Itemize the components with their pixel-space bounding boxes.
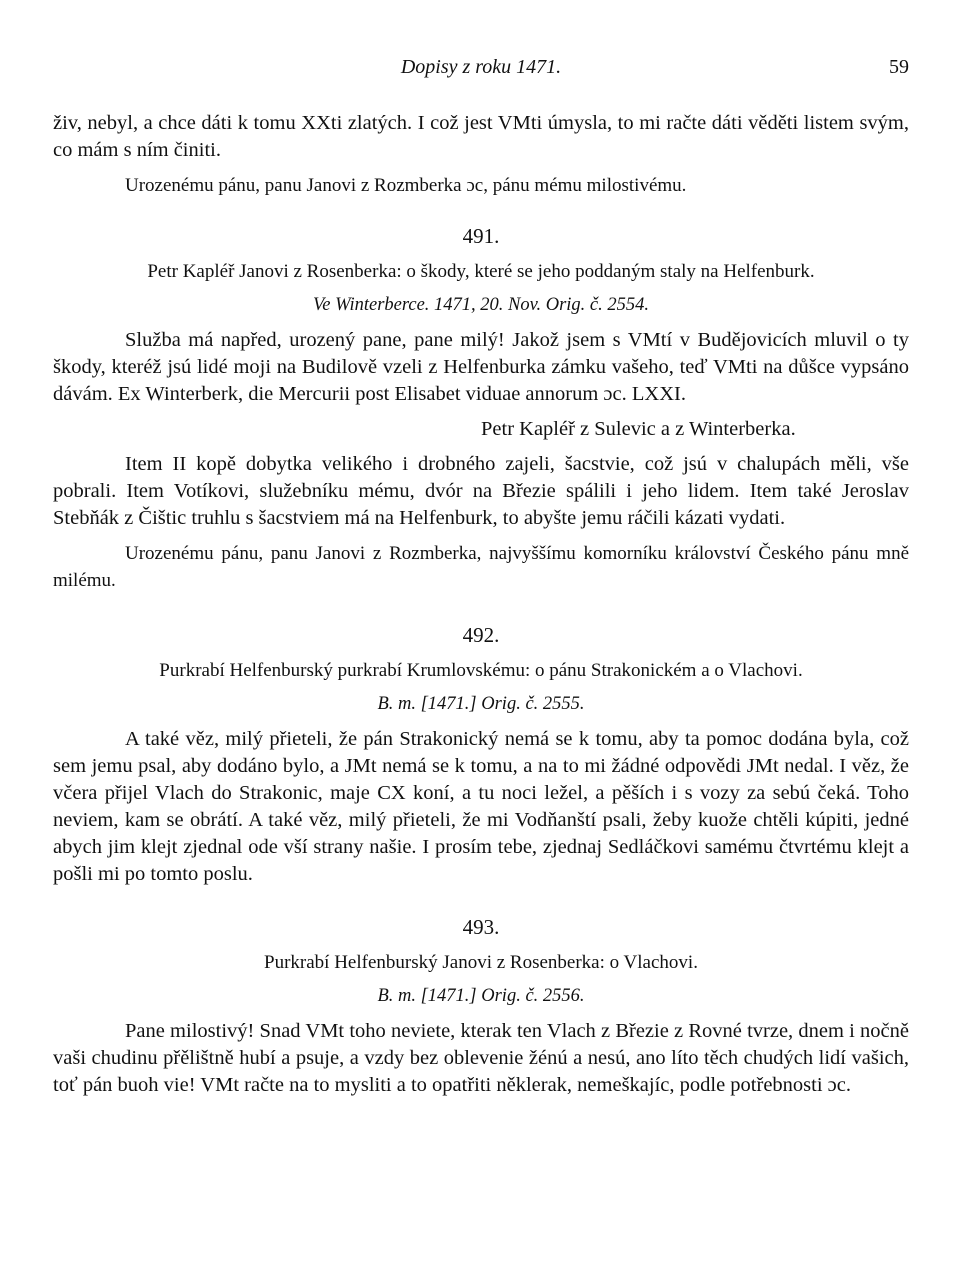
letter-address: Urozenému pánu, panu Janovi z Rozmberka, najvyššímu komorníku království Českého pánu mně milému. bbox=[53, 543, 909, 591]
book-page bbox=[53, 56, 909, 1099]
letter-body: Služba má napřed, urozený pane, pane milý! Jakož jsem s VMtí v Budějovicích mluvil o ty škody, kteréž jsú lidé moji na Budilově vzeli z Helfenburka zámku vašeho, teď VMti na důšce vypsáno dávám. Ex Winterberk, die Mercurii post Elisabet viduae annorum ɔc. LXXI. bbox=[53, 329, 909, 405]
continuation-block bbox=[53, 110, 909, 199]
continuation-address: Urozenému pánu, panu Janovi z Rozmberka ɔc, pánu mému milostivému. bbox=[125, 175, 687, 196]
letter-dating: B. m. [1471.] Orig. č. 2556. bbox=[377, 986, 585, 1006]
letter-491 bbox=[53, 223, 909, 594]
letter-dating: B. m. [1471.] Orig. č. 2555. bbox=[377, 694, 585, 714]
letter-number: 492. bbox=[462, 623, 500, 647]
letter-regest: Petr Kapléř Janovi z Rosenberka: o škody, které se jeho poddaným staly na Helfenburk. bbox=[147, 261, 815, 282]
running-head bbox=[53, 56, 909, 86]
letter-492 bbox=[53, 622, 909, 888]
letter-postscript: Item II kopě dobytka velikého i drobného zajeli, šacstvie, což jsú v chalupách měli, vše pobrali. Item Votíkovi, služebníku mému, dvór na Březie spálili i jeho lidem. Item také Jeroslav Stebňák z Čištic truhlu s šacstviem má na Helfenburk, to abyšte jemu ráčili kázati vydati. bbox=[53, 453, 909, 529]
letter-number: 493. bbox=[462, 915, 500, 939]
letter-number: 491. bbox=[462, 224, 500, 248]
running-title: Dopisy z roku 1471. bbox=[400, 56, 562, 78]
letter-body: Pane milostivý! Snad VMt toho neviete, kterak ten Vlach z Březie z Rovné tvrze, dnem i nočně vaši chudinu přělištně hubí a psuje, a vzdy bez oblevenie žénú a nesú, ano líto těch chudých lidí vašich, toť pán buoh vie! VMt račte na to mysliti a to opatřiti něklerak, nemeškajíc, podle potřebnosti ɔc. bbox=[53, 1020, 909, 1096]
letter-body: A také věz, milý přieteli, že pán Strakonický nemá se k tomu, aby ta pomoc dodána byla, což sem jemu psal, aby dodáno bylo, a JMt nemá se k tomu, a na to mi žádné odpovědi JMt nedal. I věz, že včera přijel Vlach do Strakonic, maje CX koní, a tu noci ležel, a pěších i s vozy za sebú čeká. Toho neviem, kam se obrátí. A také věz, milý přieteli, že mi Vodňanští psali, žeby kuože chtěli kúpiti, jedné abych jim klejt zjednal ode vší strany našie. I prosím tebe, zjednaj Sedláčkovi samému čtvrtému klejt a pošli mi po tomto poslu. bbox=[53, 728, 909, 885]
continuation-text: živ, nebyl, a chce dáti k tomu XXti zlatých. I což jest VMti úmysla, to mi račte dáti věděti listem svým, co mám s ním činiti. bbox=[53, 112, 909, 161]
letter-signature: Petr Kapléř z Sulevic a z Winterberka. bbox=[481, 418, 796, 440]
letter-dating: Ve Winterberce. 1471, 20. Nov. Orig. č. 2554. bbox=[312, 295, 650, 315]
letter-regest: Purkrabí Helfenburský Janovi z Rosenberka: o Vlachovi. bbox=[264, 952, 698, 973]
page-number: 59 bbox=[889, 56, 909, 78]
letter-regest: Purkrabí Helfenburský purkrabí Krumlovskému: o pánu Strakonickém a o Vlachovi. bbox=[159, 660, 803, 681]
letter-493 bbox=[53, 914, 909, 1099]
